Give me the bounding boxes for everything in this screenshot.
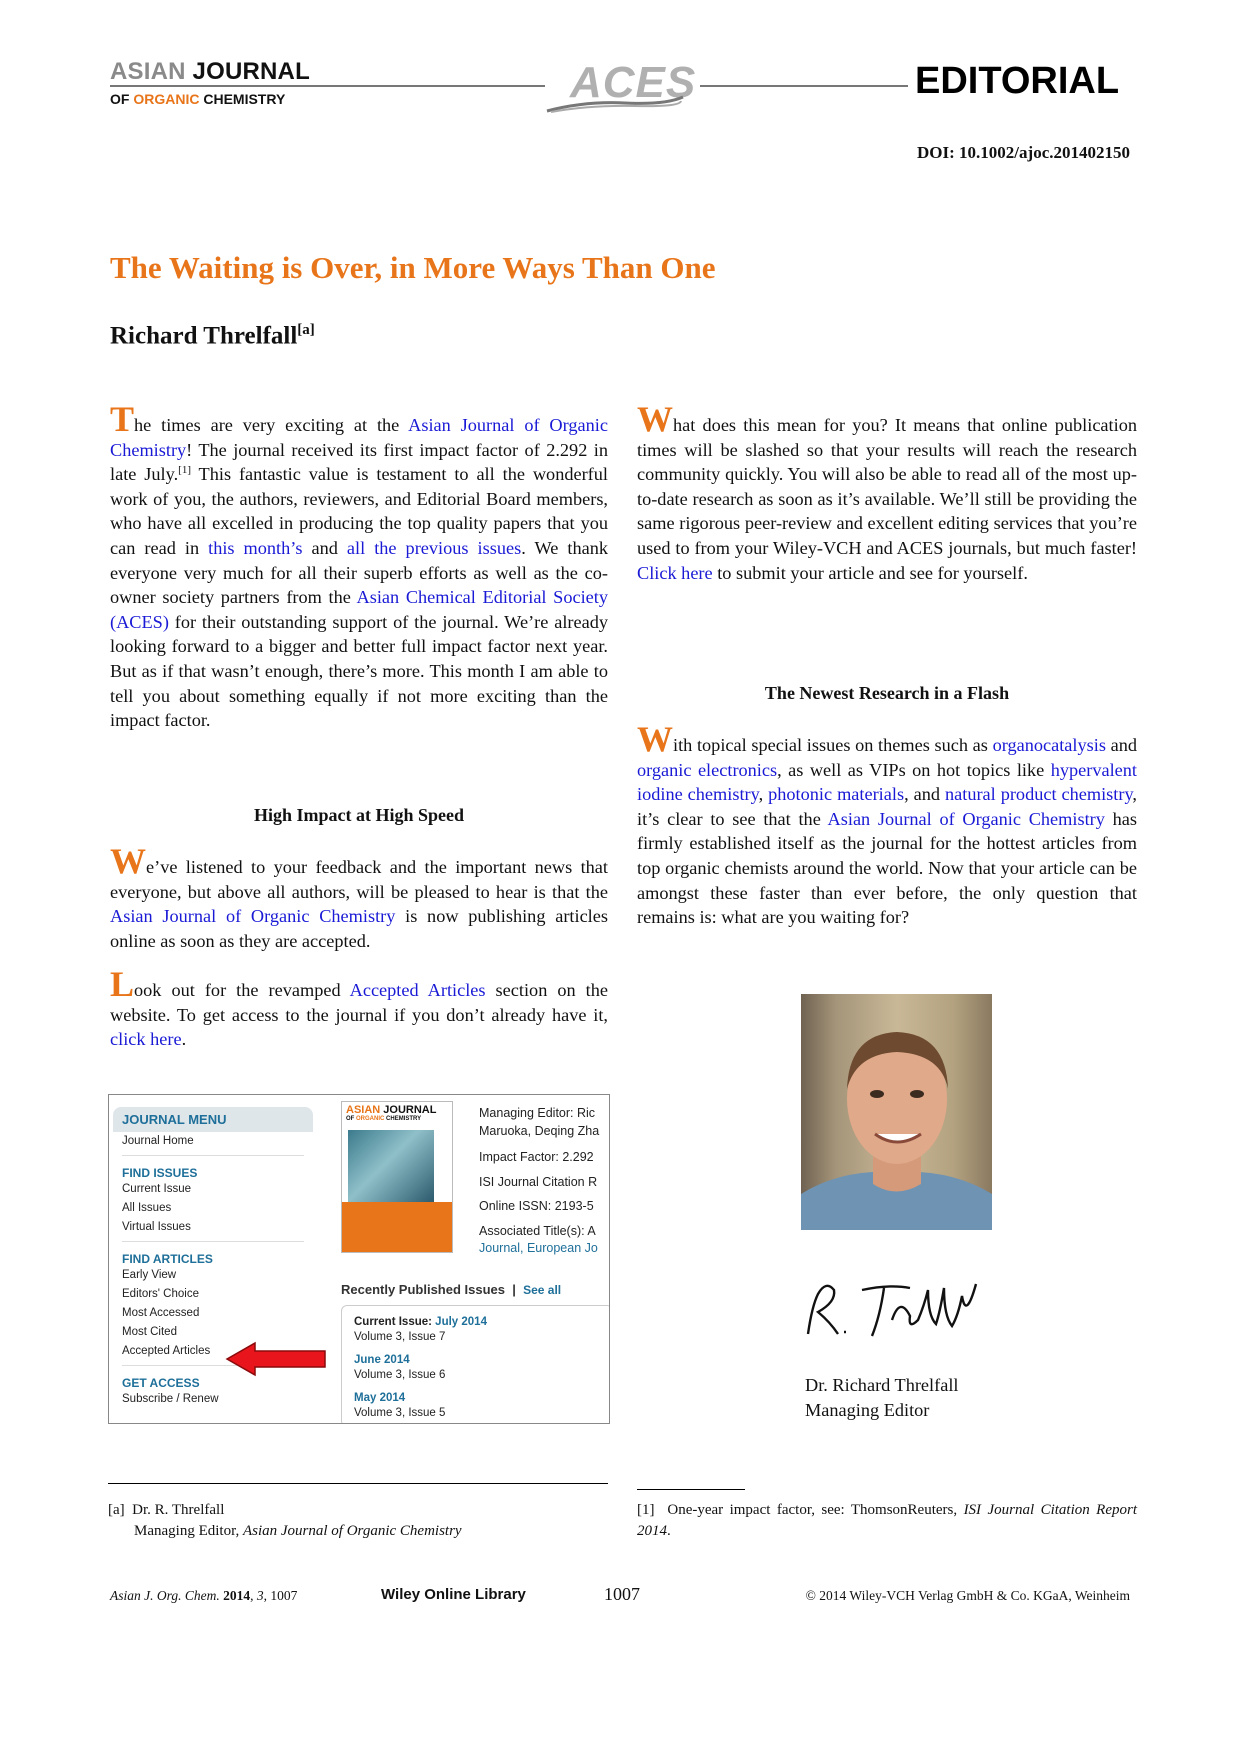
issue-current-volume: Volume 3, Issue 7 bbox=[354, 1331, 446, 1343]
menu-divider bbox=[122, 1155, 304, 1156]
info-isi: ISI Journal Citation R bbox=[479, 1175, 598, 1189]
footnote-rule-right bbox=[637, 1489, 745, 1490]
menu-title: JOURNAL MENU bbox=[113, 1107, 313, 1132]
author-photo bbox=[801, 994, 992, 1230]
cover-artwork bbox=[348, 1130, 434, 1202]
link-this-month[interactable]: this month’s bbox=[208, 537, 303, 558]
recent-issues-list bbox=[341, 1305, 610, 1424]
caption-name: Dr. Richard Threlfall bbox=[805, 1375, 959, 1395]
link-hypervalent-iodine[interactable]: hypervalent iodine chemistry bbox=[637, 759, 1137, 805]
link-natural-product[interactable]: natural product chemistry bbox=[944, 784, 1133, 805]
info-associated-titles-2[interactable]: Journal, European Jo bbox=[479, 1241, 598, 1255]
heading-newest-research: The Newest Research in a Flash bbox=[764, 683, 1010, 703]
issue-may-volume: Volume 3, Issue 5 bbox=[354, 1407, 446, 1419]
journal-logo-line2: OF ORGANIC CHEMISTRY bbox=[110, 91, 286, 107]
left-column-para-3: Look out for the revamped Accepted Articles section on the website. To get access to the journal if you don’t already have it, click here. bbox=[110, 964, 608, 1050]
aces-logo: ACES bbox=[570, 58, 697, 107]
drop-cap: W bbox=[637, 719, 673, 759]
issue-june[interactable]: June 2014 bbox=[354, 1354, 410, 1366]
journal-website-screenshot bbox=[108, 1094, 610, 1424]
menu-section-find-issues: FIND ISSUES bbox=[122, 1166, 198, 1180]
menu-section-find-articles: FIND ARTICLES bbox=[122, 1252, 213, 1266]
ref-1[interactable]: [1] bbox=[178, 464, 191, 477]
menu-virtual-issues[interactable]: Virtual Issues bbox=[122, 1221, 191, 1233]
link-previous-issues[interactable]: all the previous issues bbox=[346, 537, 522, 558]
see-all-link[interactable]: See all bbox=[523, 1283, 562, 1297]
info-managing-editor: Managing Editor: Ric bbox=[479, 1106, 596, 1120]
right-column-para-2: With topical special issues on themes such as organocatalysis and organic electronics, as well as VIPs on hot topics like hypervalent iodine chemistry, photonic materials, and natural product chemistry, it’s clear to see that the Asian Journal of Organic Chemistry has firmly established itself as the journal for the hottest articles from top organic chemists around the world. Now that your article can be amongst these faster than ever before, the only question that remains is: what are you waiting for? bbox=[637, 719, 1138, 928]
footnote-reference-1: [1] One-year impact factor, see: ThomsonReuters, ISI Journal Citation Report 2014. bbox=[637, 1502, 1138, 1539]
drop-cap: W bbox=[110, 841, 146, 881]
menu-section-get-access: GET ACCESS bbox=[122, 1376, 200, 1390]
left-column-para-2: We’ve listened to your feedback and the important news that everyone, but above all authors, will be pleased to hear is that the Asian Journal of Organic Chemistry is now publishing articles online as soon as they are accepted. bbox=[110, 841, 608, 951]
drop-cap: W bbox=[637, 399, 673, 439]
drop-cap: T bbox=[110, 399, 135, 439]
footnote-rule-left bbox=[108, 1483, 608, 1484]
page-number: 1007 bbox=[604, 1584, 640, 1604]
info-associated-titles: Associated Title(s): A bbox=[479, 1224, 596, 1238]
menu-current-issue[interactable]: Current Issue bbox=[122, 1183, 192, 1195]
left-column-para-1: The times are very exciting at the Asian Journal of Organic Chemistry! The journal received its first impact factor of 2.292 in late July.[1] This fantastic value is testament to all the wonderful work of you, the authors, reviewers, and Editorial Board members, who have all excelled in producing the top quality papers that you can read in this month’s and all the previous issues. We thank everyone very much for all their superb efforts as well as the co-owner society partners from the Asian Chemical Editorial Society (ACES) for their outstanding support of the journal. We’re already looking forward to a bigger and better full impact factor next year. But as if that wasn’t enough, there’s more. This month I am able to tell you about something equally if not more exciting than the impact factor. bbox=[110, 399, 609, 731]
red-arrow-icon bbox=[225, 1341, 327, 1377]
footer-wiley-online-library[interactable]: Wiley Online Library bbox=[381, 1586, 526, 1603]
header-rule-left bbox=[110, 85, 545, 87]
menu-all-issues[interactable]: All Issues bbox=[122, 1202, 172, 1214]
portrait-icon bbox=[801, 994, 992, 1230]
info-issn: Online ISSN: 2193-5 bbox=[479, 1199, 594, 1213]
right-column-para-1: What does this mean for you? It means that online publication times will be slashed so that your results will reach the research community quickly. You will also be able to read all of the most up-to-date research as soon as it’s available. We’ll still be providing the same rigorous peer-review and excellent editing services that you’re used to from your Wiley-VCH and ACES journals, but much faster! Click here to submit your article and see for yourself. bbox=[637, 399, 1137, 583]
aces-swoosh-icon bbox=[545, 95, 685, 113]
link-aces[interactable]: Asian Chemical Editorial Society (ACES) bbox=[110, 587, 609, 632]
link-organocatalysis[interactable]: organocatalysis bbox=[992, 735, 1106, 755]
doi: DOI: 10.1002/ajoc.201402150 bbox=[917, 143, 1130, 162]
menu-most-accessed[interactable]: Most Accessed bbox=[122, 1307, 200, 1319]
heading-high-impact: High Impact at High Speed bbox=[253, 805, 465, 825]
section-label: EDITORIAL bbox=[915, 60, 1120, 102]
info-editors: Maruoka, Deqing Zha bbox=[479, 1124, 600, 1138]
menu-accepted-articles[interactable]: Accepted Articles bbox=[122, 1345, 211, 1357]
issue-may[interactable]: May 2014 bbox=[354, 1392, 406, 1404]
menu-most-cited[interactable]: Most Cited bbox=[122, 1326, 177, 1338]
menu-journal-home[interactable]: Journal Home bbox=[122, 1135, 194, 1147]
recent-issues-heading: Recently Published Issues | See all bbox=[341, 1282, 562, 1297]
footer-citation: Asian J. Org. Chem. 2014, 3, 1007 bbox=[110, 1588, 298, 1603]
header-rule-right bbox=[700, 85, 908, 87]
menu-divider bbox=[122, 1241, 304, 1242]
drop-cap: L bbox=[110, 964, 135, 1004]
issue-june-volume: Volume 3, Issue 6 bbox=[354, 1369, 446, 1381]
menu-editors-choice[interactable]: Editors' Choice bbox=[122, 1288, 199, 1300]
cover-title: ASIAN JOURNAL bbox=[346, 1104, 437, 1116]
author-name: Richard Threlfall[a] bbox=[110, 322, 315, 350]
link-organic-electronics[interactable]: organic electronics bbox=[637, 759, 778, 780]
caption-role: Managing Editor bbox=[805, 1400, 930, 1420]
journal-logo-line1: ASIAN JOURNAL bbox=[110, 58, 310, 85]
link-click-here-access[interactable]: click here bbox=[110, 1029, 182, 1050]
cover-band bbox=[342, 1202, 452, 1252]
issue-current[interactable]: Current Issue: July 2014 bbox=[354, 1316, 487, 1328]
link-journal[interactable]: Asian Journal of Organic Chemistry bbox=[110, 906, 396, 927]
menu-subscribe[interactable]: Subscribe / Renew bbox=[122, 1393, 219, 1405]
signature-icon bbox=[800, 1276, 1000, 1342]
link-journal[interactable]: Asian Journal of Organic Chemistry bbox=[827, 808, 1105, 829]
footer-copyright: © 2014 Wiley-VCH Verlag GmbH & Co. KGaA, Weinheim bbox=[805, 1588, 1130, 1603]
footnote-affiliation: [a] Dr. R. Threlfall Managing Editor, Asian Journal of Organic Chemistry bbox=[108, 1502, 462, 1539]
photo-caption bbox=[805, 1373, 958, 1423]
article-title: The Waiting is Over, in More Ways Than One bbox=[110, 250, 716, 285]
link-accepted-articles[interactable]: Accepted Articles bbox=[349, 980, 486, 1000]
cover-subtitle: OF ORGANIC CHEMISTRY bbox=[346, 1116, 422, 1122]
info-impact-factor: Impact Factor: 2.292 bbox=[479, 1150, 594, 1164]
journal-cover[interactable] bbox=[341, 1101, 453, 1253]
link-journal[interactable]: Asian Journal of Organic Chemistry bbox=[110, 415, 608, 460]
link-submit-article[interactable]: Click here bbox=[637, 562, 713, 583]
link-photonic-materials[interactable]: photonic materials bbox=[768, 784, 905, 805]
menu-early-view[interactable]: Early View bbox=[122, 1269, 177, 1281]
